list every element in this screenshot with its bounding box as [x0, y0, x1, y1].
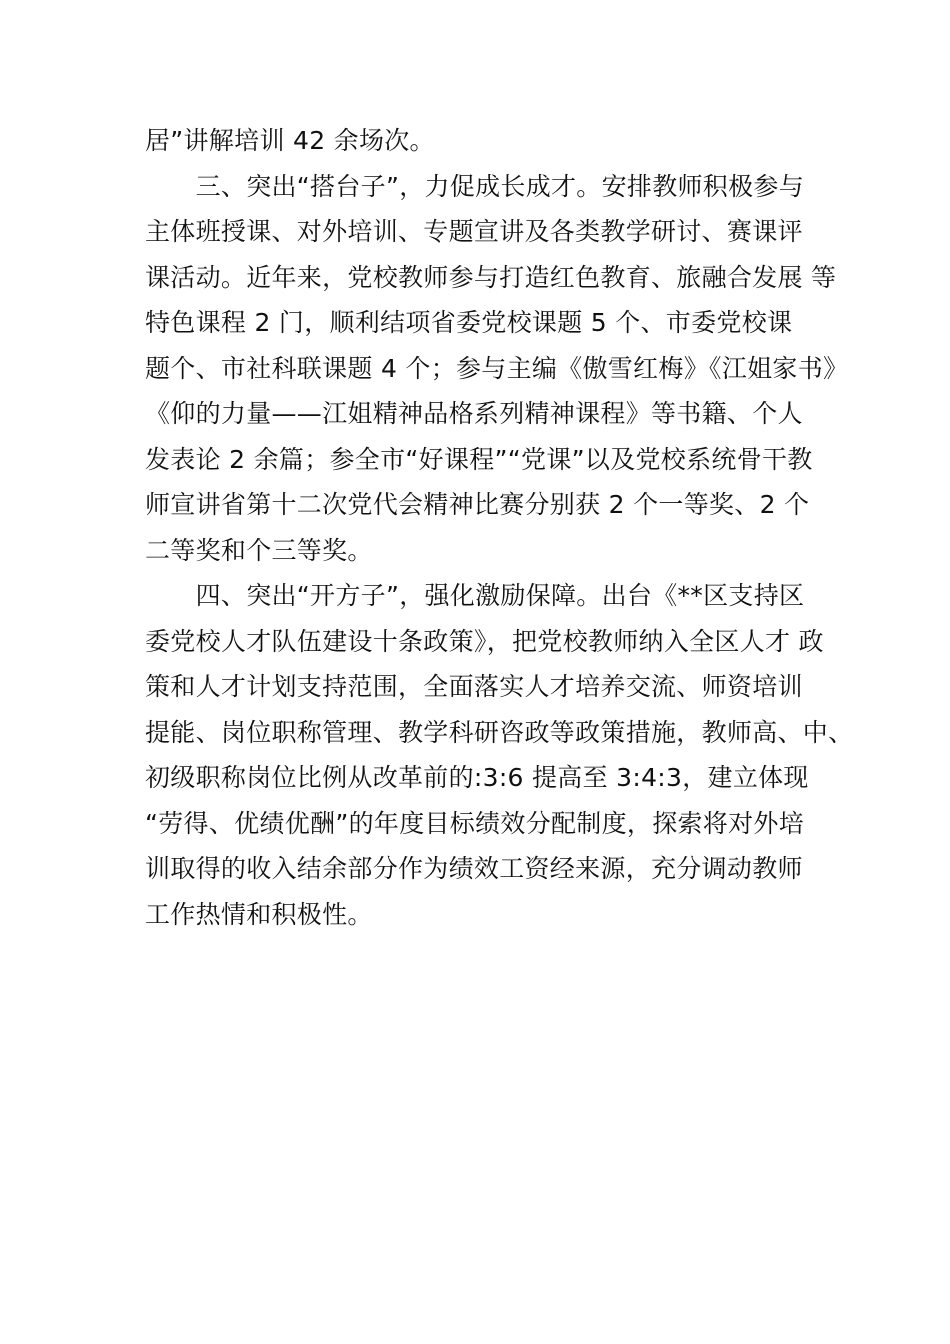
text-line: 师宣讲省第十二次党代会精神比赛分别获 2 个一等奖、2 个 — [145, 490, 810, 519]
text-line: “劳得、优绩优酬”的年度目标绩效分配制度，探索将对外培 — [145, 808, 805, 838]
text-line: 发表论 2 余篇；参全市“好课程”“党课”以及党校系统骨干教 — [145, 444, 813, 474]
text-line: 三、突出“搭台子”，力促成长成才。安排教师积极参与 — [145, 171, 805, 201]
text-line: 特色课程 2 门，顺利结项省委党校课题 5 个、市委党校课 — [145, 308, 793, 337]
text-line: 题个、市社科联课题 4 个；参与主编《傲雪红梅》《江姐家书》 — [145, 353, 849, 383]
text-line: 训取得的收入结余部分作为绩效工资经来源，充分调动教师 — [145, 854, 803, 883]
text-line: 工作热情和积极性。 — [145, 899, 373, 929]
text-line: 居”讲解培训 42 余场次。 — [145, 126, 435, 155]
text-line: 《仰的力量——江姐精神品格系列精神课程》等书籍、个人 — [145, 399, 803, 428]
text-line: 委党校人才队伍建设十条政策》，把党校教师纳入全区人才 政 — [145, 626, 824, 656]
text-line: 策和人才计划支持范围，全面落实人才培养交流、师资培训 — [145, 672, 803, 701]
text-line: 提能、岗位职称管理、教学科研咨政等政策措施，教师高、中、 — [145, 717, 854, 747]
text-line: 主体班授课、对外培训、专题宣讲及各类教学研讨、赛课评 — [145, 217, 803, 246]
body-text — [145, 118, 854, 937]
text-line: 课活动。近年来，党校教师参与打造红色教育、旅融合发展 等 — [145, 262, 837, 292]
text-line: 初级职称岗位比例从改革前的:3:6 提高至 3:4:3，建立体现 — [145, 763, 809, 792]
text-line: 二等奖和个三等奖。 — [145, 535, 373, 565]
text-line: 四、突出“开方子”，强化激励保障。出台《**区支持区 — [145, 581, 805, 610]
